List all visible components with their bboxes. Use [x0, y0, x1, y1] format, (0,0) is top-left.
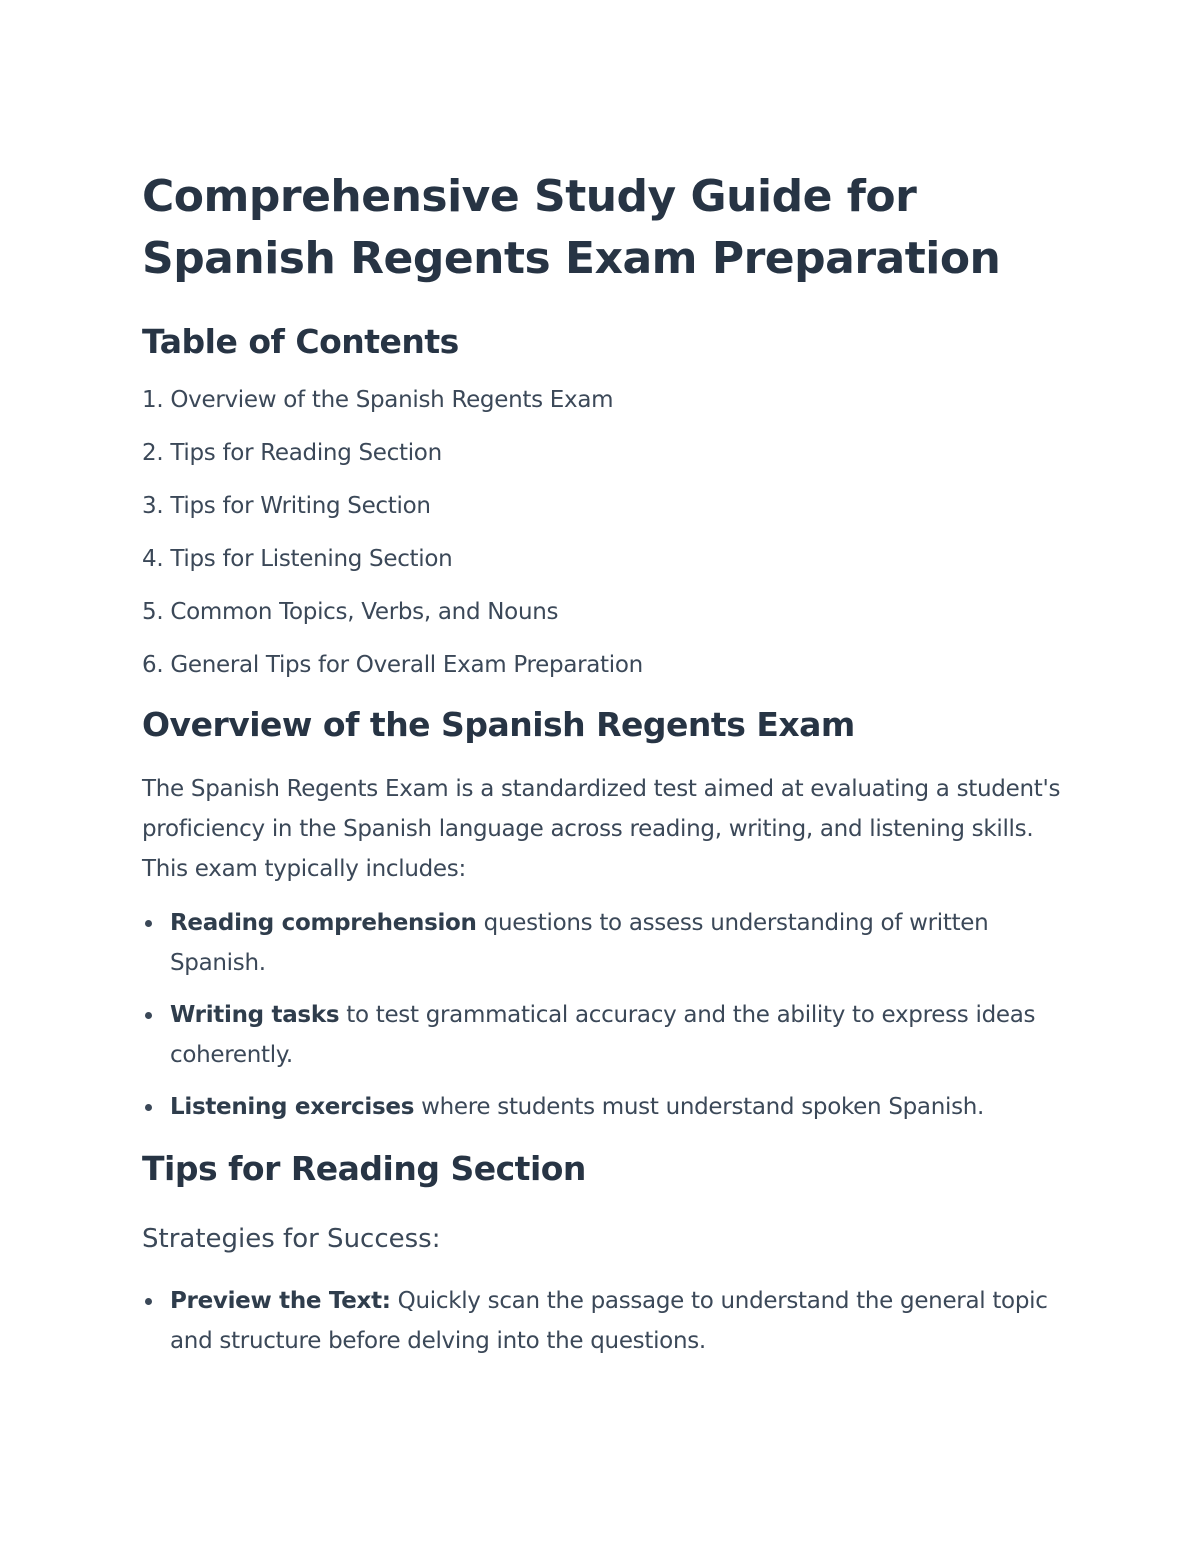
list-item-bold: Reading comprehension [170, 910, 477, 936]
toc-item-label: Tips for Listening Section [170, 546, 453, 572]
list-item-bold: Writing tasks [170, 1002, 340, 1028]
toc-heading: Table of Contents [142, 322, 459, 361]
overview-bullet-list [142, 903, 1062, 1127]
list-item-text: to test grammatical accuracy and the ability to express ideas coherently. [170, 1002, 1036, 1068]
bullet-icon [145, 920, 152, 927]
toc-item[interactable] [142, 491, 1062, 521]
overview-heading: Overview of the Spanish Regents Exam [142, 705, 855, 744]
list-item [142, 903, 1062, 983]
toc-item-label: General Tips for Overall Exam Preparation [170, 652, 643, 678]
bullet-icon [145, 1104, 152, 1111]
toc-item[interactable] [142, 385, 1062, 415]
bullet-icon [145, 1298, 152, 1305]
list-item-bold: Preview the Text: [170, 1288, 391, 1314]
reading-bullet-list [142, 1281, 1062, 1361]
toc-item-number: 6. [142, 652, 164, 678]
list-item-text: questions to assess understanding of written Spanish. [170, 910, 989, 976]
list-item-text: where students must understand spoken Spanish. [414, 1094, 985, 1120]
toc-item[interactable] [142, 544, 1062, 574]
bullet-icon [145, 1012, 152, 1019]
overview-paragraph: The Spanish Regents Exam is a standardized test aimed at evaluating a student's proficiency in the Spanish language across reading, writing, and listening skills. This exam typically includes: [142, 776, 1061, 882]
list-item-text: Quickly scan the passage to understand the general topic and structure before delving into the questions. [170, 1288, 1048, 1354]
toc-item-number: 3. [142, 493, 164, 519]
reading-heading: Tips for Reading Section [142, 1149, 586, 1188]
toc-item[interactable] [142, 597, 1062, 627]
page-title: Comprehensive Study Guide for Spanish Regents Exam Preparation [142, 171, 1001, 284]
list-item [142, 1281, 1062, 1361]
toc-item-label: Common Topics, Verbs, and Nouns [170, 599, 559, 625]
toc-item-label: Tips for Writing Section [170, 493, 431, 519]
table-of-contents [142, 385, 1062, 680]
toc-item-label: Tips for Reading Section [170, 440, 442, 466]
toc-item-number: 4. [142, 546, 164, 572]
toc-item-number: 1. [142, 387, 164, 413]
strategies-subheading: Strategies for Success: [142, 1224, 441, 1254]
toc-item-number: 2. [142, 440, 164, 466]
toc-item[interactable] [142, 438, 1062, 468]
toc-item-number: 5. [142, 599, 164, 625]
list-item [142, 995, 1062, 1075]
toc-item-label: Overview of the Spanish Regents Exam [170, 387, 614, 413]
document-page [142, 166, 1062, 1373]
toc-item[interactable] [142, 650, 1062, 680]
list-item [142, 1087, 1062, 1127]
list-item-bold: Listening exercises [170, 1094, 415, 1120]
